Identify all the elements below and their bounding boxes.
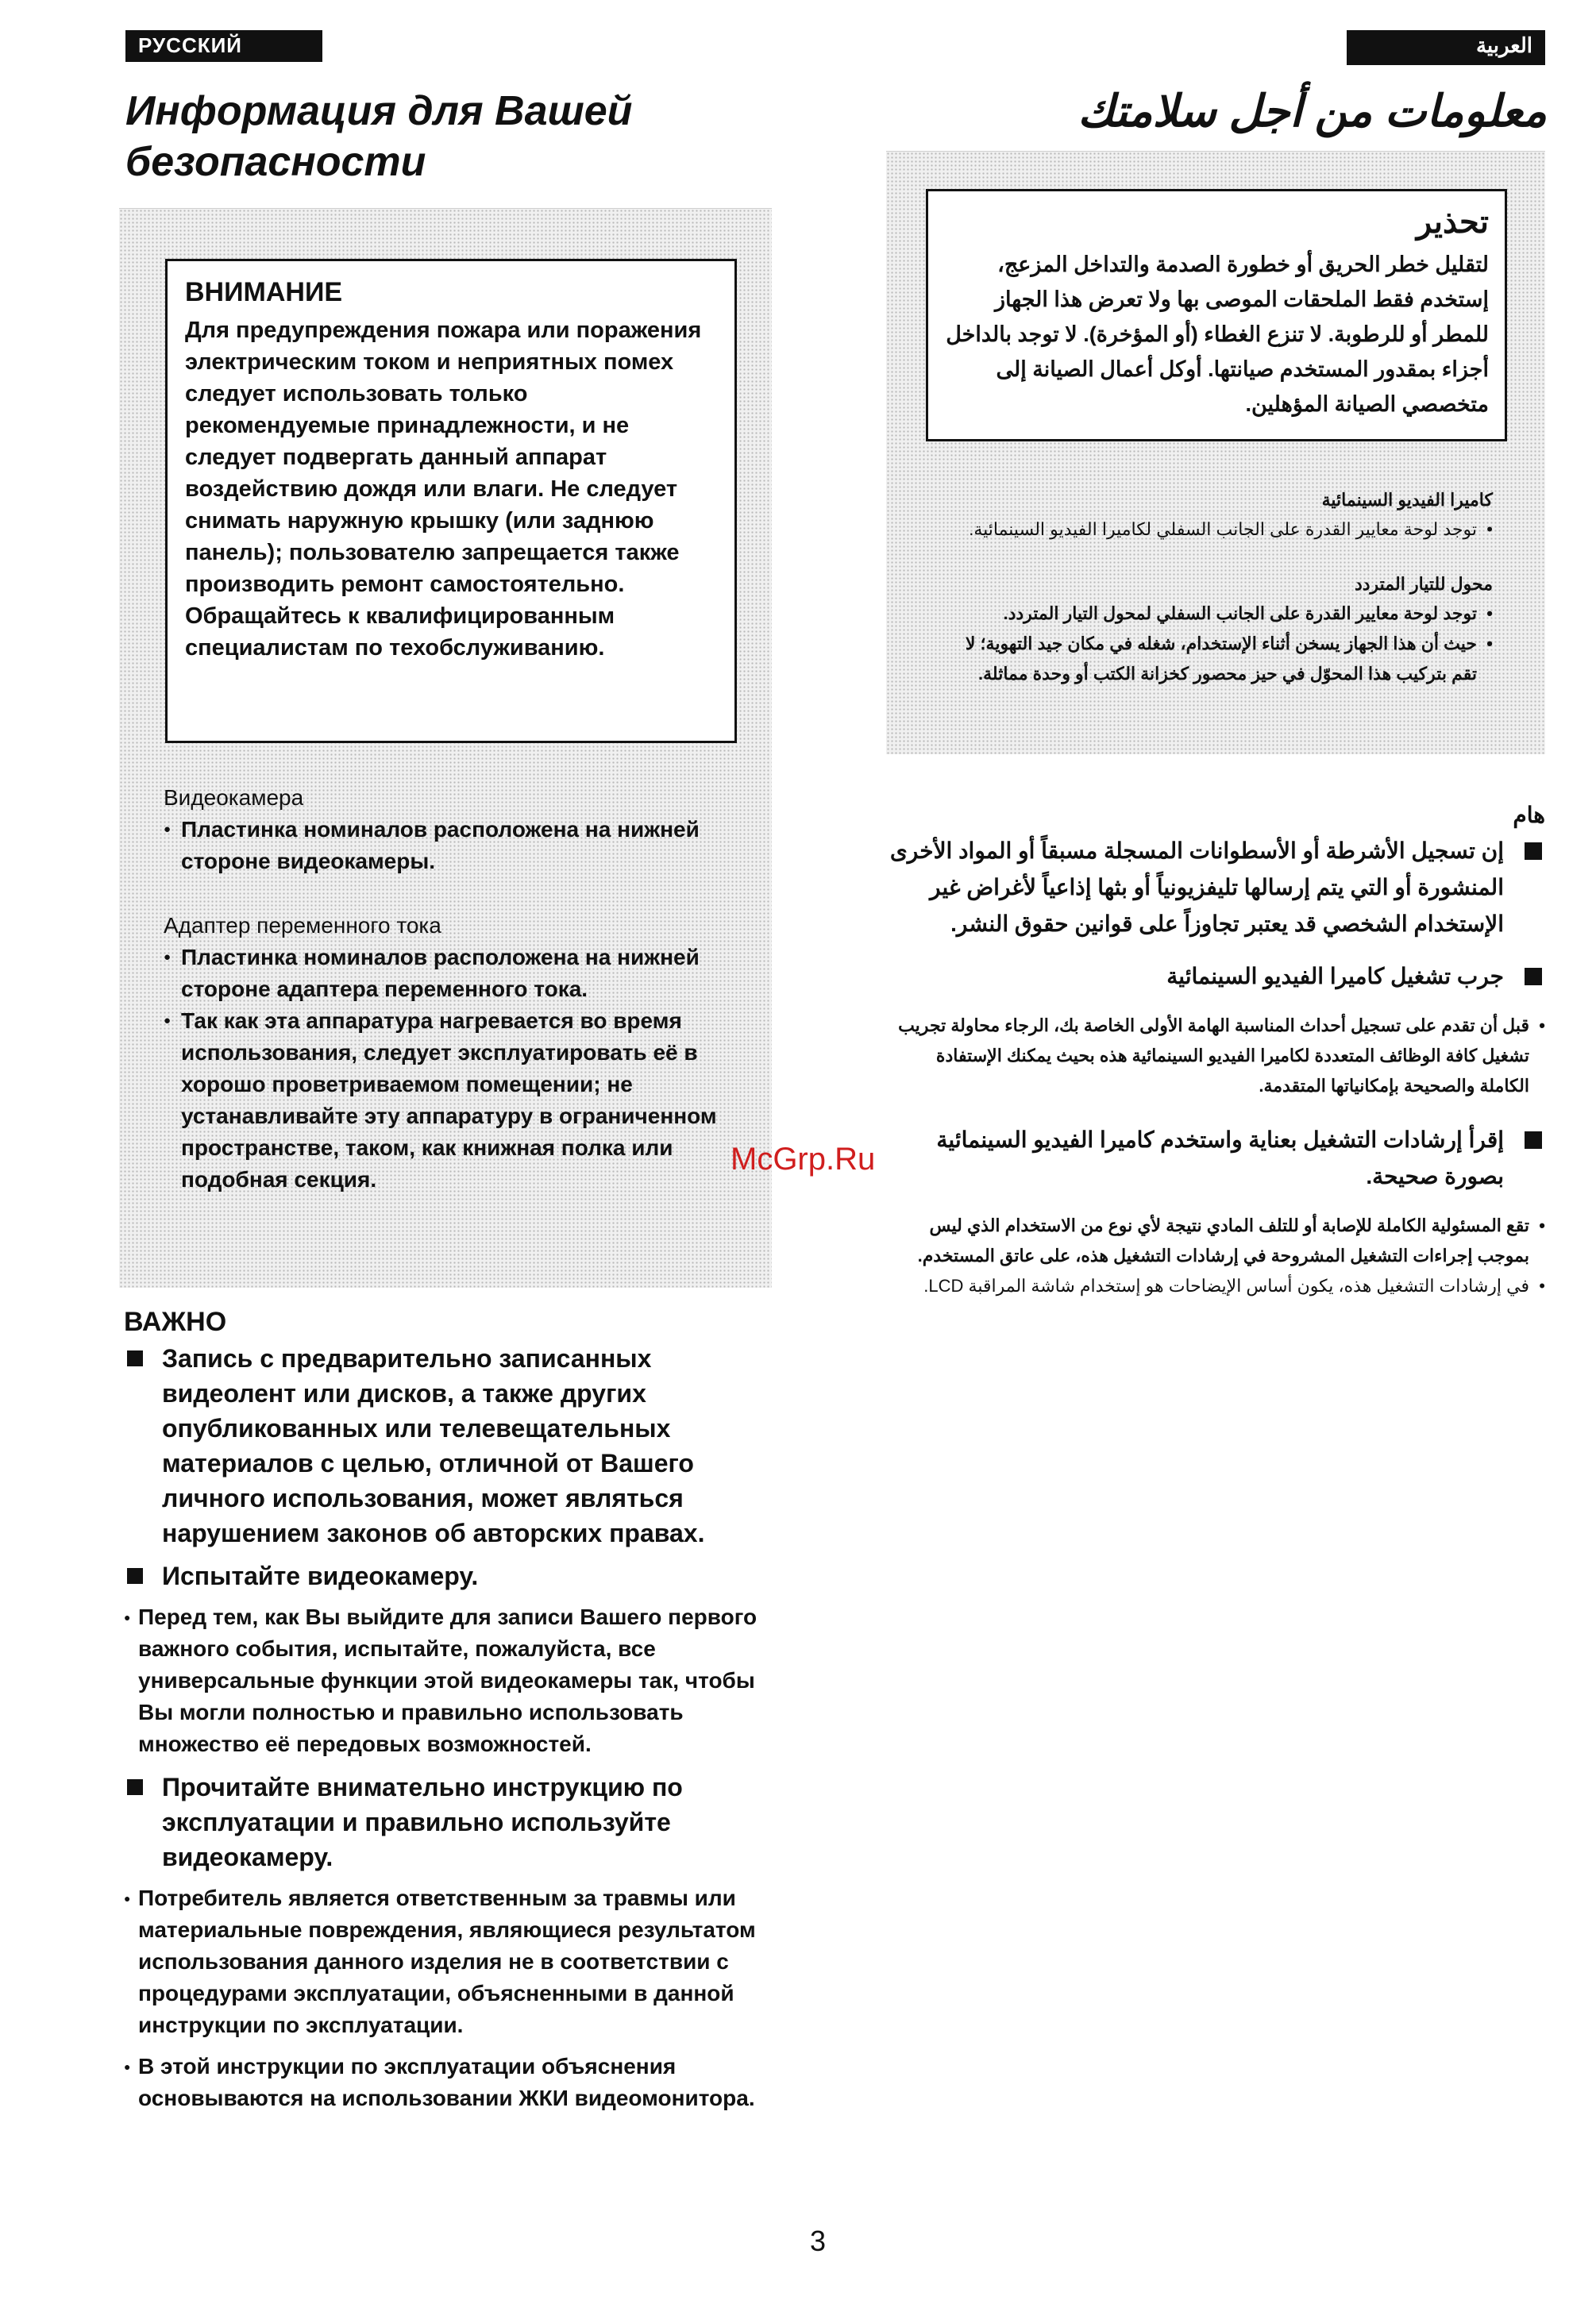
ac-adapter-bullet-1-arabic: • توجد لوحة معايير القدرة على الجانب السفلي لمحول التيار المتردد. bbox=[937, 599, 1493, 629]
camera-heading: Видеокамера bbox=[164, 785, 304, 810]
page-title-arabic: معلومات من أجل سلامتك bbox=[1077, 86, 1547, 136]
important-manual-bullet-2: ● В этой инструкции по эксплуатации объяснения основываются на использовании ЖКИ видеомонитора. bbox=[124, 2051, 775, 2114]
camera-section-arabic bbox=[937, 486, 1493, 545]
page-title-russian: Информация для Вашей безопасности bbox=[125, 88, 633, 185]
important-item-test-arabic: جرب تشغيل كاميرا الفيديو السينمائية bbox=[886, 958, 1545, 995]
warning-text: Для предупреждения пожара или поражения электрическим током и неприятных помех следует использовать только рекомендуемые принадлежности, и не следует подвергать данный аппарат воздействию дождя или влаги. Не следует снимать наружную крышку (или заднюю панель); пользователю запрещается также производить ремонт самостоятельно. Обращайтесь к квалифицированным специалистам по техобслуживанию. bbox=[185, 318, 702, 661]
important-item-test: Испытайте видеокамеру. bbox=[124, 1558, 775, 1593]
important-item-read-manual: Прочитайте внимательно инструкцию по эксплуатации и правильно используйте видеокамеру. bbox=[124, 1770, 775, 1874]
ac-adapter-heading-arabic: محول للتيار المتردد bbox=[1354, 574, 1493, 594]
important-manual-bullet-1-arabic: • تقع المسئولية الكاملة للإصابة أو للتلف المادي نتيجة لأي نوع من الاستخدام الذي ليس بموجب إجراءات التشغيل المشروحة في إرشادات التشغيل هذه، على عاتق المستخدم. bbox=[886, 1211, 1545, 1271]
warning-box-russian bbox=[165, 259, 737, 743]
ac-adapter-heading: Адаптер переменного тока bbox=[164, 913, 441, 938]
warning-text-arabic: لتقليل خطر الحريق أو خطورة الصدمة والتداخل المزعج، إستخدم فقط الملحقات الموصى بها ولا تعرض هذا الجهاز للمطر أو للرطوبة. لا تنزع الغطاء (أو المؤخرة). لا توجد بالداخل أجزاء بمقدور المستخدم صيانتها. أوكل أعمال الصيانة إلى متخصصي الصيانة المؤهلين. bbox=[946, 252, 1489, 416]
warning-title: ВНИМАНИЕ bbox=[185, 277, 343, 307]
important-section-russian bbox=[124, 1307, 775, 2124]
important-item-read-manual-arabic: إقرأ إرشادات التشغيل بعناية واستخدم كاميرا الفيديو السينمائية بصورة صحيحة. bbox=[886, 1122, 1545, 1195]
page-number: 3 bbox=[810, 2225, 827, 2257]
important-test-bullet: ● Перед тем, как Вы выйдите для записи Вашего первого важного события, испытайте, пожалуйста, все универсальные функции этой видеокамеры так, чтобы Вы могли полностью и правильно использовать множество её передовых возможностей. bbox=[124, 1601, 775, 1760]
important-test-bullet-arabic: • قبل أن تقدم على تسجيل أحداث المناسبة الهامة الأولى الخاصة بك، الرجاء محاولة تجريب تشغيل كافة الوظائف المتعددة لكاميرا الفيديو السينمائية هذه بحيث يمكنك الإستفادة الكاملة والصحيحة بإمكانياتها المتقدمة. bbox=[886, 1011, 1545, 1101]
important-title-arabic: هام bbox=[1513, 803, 1545, 827]
ac-adapter-section-arabic bbox=[937, 570, 1493, 689]
camera-bullet-arabic: • توجد لوحة معايير القدرة على الجانب السفلي لكاميرا الفيديو السينمائية. bbox=[937, 514, 1493, 545]
important-item-copyright-arabic: إن تسجيل الأشرطة أو الأسطوانات المسجلة مسبقاً أو المواد الأخرى المنشورة أو التي يتم إرسالها تليفزيونياً أو بثها إذاعياً لأغراض غير الإستخدام الشخصي قد يعتبر تجاوزاً على قوانين حقوق النشر. bbox=[886, 833, 1545, 942]
ac-adapter-bullet-1: ● Пластинка номиналов расположена на нижней стороне адаптера переменного тока. bbox=[164, 942, 719, 1005]
important-title: ВАЖНО bbox=[124, 1307, 227, 1337]
warning-box-arabic bbox=[926, 189, 1507, 441]
ac-adapter-bullet-2: ● Так как эта аппаратура нагревается во время использования, следует эксплуатировать её в хорошо проветриваемом помещении; не устанавливайте эту аппаратуру в ограниченном пространстве, таком, как книжная полка или подобная секция. bbox=[164, 1005, 719, 1196]
language-tab-russian: РУССКИЙ ЯЗЫК bbox=[125, 30, 322, 62]
camera-bullet: ● Пластинка номиналов расположена на нижней стороне видеокамеры. bbox=[164, 814, 719, 877]
ac-adapter-section-russian bbox=[164, 910, 719, 1196]
important-section-arabic bbox=[886, 802, 1545, 1301]
language-tab-arabic: العربية bbox=[1347, 30, 1545, 65]
ac-adapter-bullet-2-arabic: • حيث أن هذا الجهاز يسخن أثناء الإستخدام، شغله في مكان جيد التهوية؛ لا تقم بتركيب هذا المحوّل في حيز محصور كخزانة الكتب أو وحدة مماثلة. bbox=[937, 629, 1493, 689]
camera-section-russian bbox=[164, 782, 719, 877]
watermark-text: McGrp.Ru bbox=[731, 1142, 876, 1177]
important-item-copyright: Запись с предварительно записанных видеолент или дисков, а также других опубликованных или телевещательных материалов с целью, отличной от Вашего личного использования, может являться нарушением законов об авторских правах. bbox=[124, 1341, 775, 1551]
important-manual-bullet-1: ● Потребитель является ответственным за травмы или материальные повреждения, являющиеся результатом использования данного изделия не в соответствии с процедурами эксплуатации, объясненными в данной инструкции по эксплуатации. bbox=[124, 1882, 775, 2041]
camera-heading-arabic: كاميرا الفيديو السينمائية bbox=[1321, 490, 1493, 510]
warning-title-arabic: تحذير bbox=[1416, 205, 1489, 240]
important-manual-bullet-2-arabic: • في إرشادات التشغيل هذه، يكون أساس الإيضاحات هو إستخدام شاشة المراقبة LCD. bbox=[886, 1271, 1545, 1301]
